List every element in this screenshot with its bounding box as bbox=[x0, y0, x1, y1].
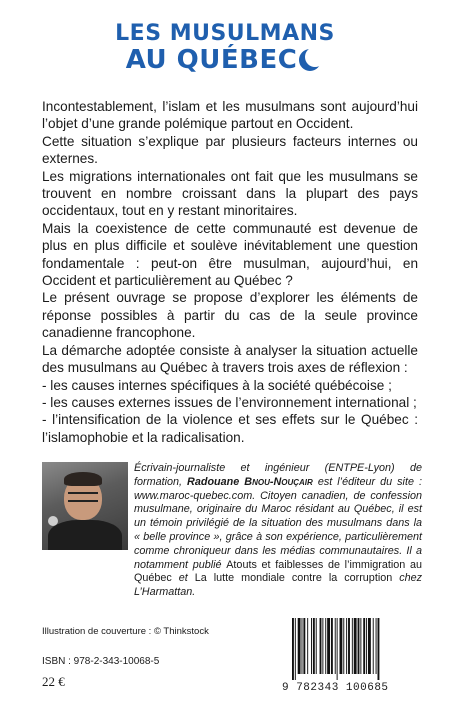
barcode-bar bbox=[363, 618, 365, 674]
barcode-bar bbox=[298, 618, 301, 674]
book-title-1: Atouts et faiblesses de l’immigration au Québec bbox=[134, 558, 422, 585]
barcode-bar bbox=[316, 618, 317, 674]
title-line-1: LES MUSULMANS bbox=[115, 21, 335, 46]
barcode-bar bbox=[340, 618, 343, 674]
barcode-bar bbox=[335, 618, 336, 674]
barcode-bar bbox=[358, 618, 360, 674]
barcode-bar bbox=[331, 618, 333, 674]
list-item-2: - les causes externes issues de l’environnement international ; bbox=[42, 394, 417, 410]
barcode-bar bbox=[320, 618, 322, 674]
barcode-bar bbox=[295, 618, 296, 680]
barcode-bar bbox=[368, 618, 371, 674]
barcode-bar bbox=[376, 618, 377, 674]
title-line-2 bbox=[126, 46, 325, 74]
barcode-bars bbox=[290, 618, 414, 680]
barcode-bar bbox=[343, 618, 344, 674]
barcode-bar bbox=[313, 618, 315, 674]
barcode-bar bbox=[352, 618, 353, 674]
book-title-2: La lutte mondiale contre la corruption bbox=[194, 572, 393, 585]
bio-text-1: Écrivain-journaliste et ingénieur (ENTPE-Lyon) de formation, bbox=[134, 462, 422, 488]
barcode-bar bbox=[322, 618, 323, 674]
list-item-3: - l’intensification de la violence et ses effets sur le Québec : l’islamophobie et la radicalisation. bbox=[42, 412, 418, 445]
author-name bbox=[187, 476, 313, 488]
paragraph-1: Incontestablement, l’islam et les musulmans sont aujourd’hui l’objet d’une grande polémique partout en Occident. bbox=[42, 99, 418, 132]
barcode-bar bbox=[327, 618, 330, 674]
barcode-bar bbox=[337, 618, 338, 680]
barcode-bar bbox=[378, 618, 380, 680]
paragraph-3: Les migrations internationales ont fait que les musulmans se trouvent en nombre croissant dans la plupart des pays occidentaux, tout en y restant minoritaires. bbox=[42, 168, 418, 219]
barcode-digits: 9 782343 100685 bbox=[282, 682, 389, 694]
barcode-bar bbox=[311, 618, 312, 674]
title-line-2-text: AU QUÉBEC bbox=[125, 45, 298, 75]
barcode-bar bbox=[292, 618, 294, 680]
author-last-name: Bnou-Nouçair bbox=[244, 475, 313, 488]
barcode-bar bbox=[302, 618, 303, 674]
paragraph-5: Le présent ouvrage se propose d’explorer les éléments de réponse possibles à partir du cas de la seule province canadienne francophone. bbox=[42, 290, 418, 341]
list-item-1: - les causes internes spécifiques à la société québécoise ; bbox=[42, 377, 392, 393]
barcode-bar bbox=[303, 618, 305, 674]
barcode-bar bbox=[373, 618, 374, 674]
price: 22 € bbox=[42, 674, 65, 689]
barcode bbox=[282, 618, 422, 696]
bio-text-2: est l’éditeur du site : www.maroc-quebec.com. Citoyen canadien, de confession musulmane, originaire du Maroc résidant au Québec, il est un témoin privilégié de la situation des musulmans dans la « belle province », grâce à son expérience, particulièrement comme chroniqueur dans les médias communautaires. Il a notamment publié bbox=[134, 475, 422, 571]
author-first-name: Radouane bbox=[187, 475, 245, 488]
barcode-bar bbox=[348, 618, 350, 674]
paragraph-4: Mais la coexistence de cette communauté est devenue de plus en plus difficile et soulève inévitablement une question fondamentale : peut-on être musulman, aujourd’hui, en Occident et particulièrement au Québec ? bbox=[42, 220, 418, 289]
barcode-bar bbox=[360, 618, 361, 674]
cover-credit: Illustration de couverture : © Thinkstock bbox=[42, 626, 209, 637]
barcode-bar bbox=[307, 618, 308, 674]
barcode-bar bbox=[346, 618, 347, 674]
paragraph-2: Cette situation s’explique par plusieurs facteurs internes ou externes. bbox=[42, 133, 418, 167]
barcode-bar bbox=[366, 618, 367, 674]
author-bio bbox=[134, 462, 422, 600]
crescent-moon-icon bbox=[298, 46, 324, 72]
book-title bbox=[0, 22, 450, 74]
isbn: ISBN : 978-2-343-10068-5 bbox=[42, 656, 160, 667]
author-photo bbox=[42, 462, 128, 550]
back-cover-text bbox=[42, 98, 418, 446]
bio-text-4: chez L’Harmattan. bbox=[134, 572, 423, 599]
barcode-bar bbox=[354, 618, 357, 674]
barcode-bar bbox=[325, 618, 326, 674]
paragraph-6: La démarche adoptée consiste à analyser la situation actuelle des musulmans au Québec à travers trois axes de réflexion : bbox=[42, 342, 418, 376]
bio-text-3: et bbox=[171, 572, 195, 585]
